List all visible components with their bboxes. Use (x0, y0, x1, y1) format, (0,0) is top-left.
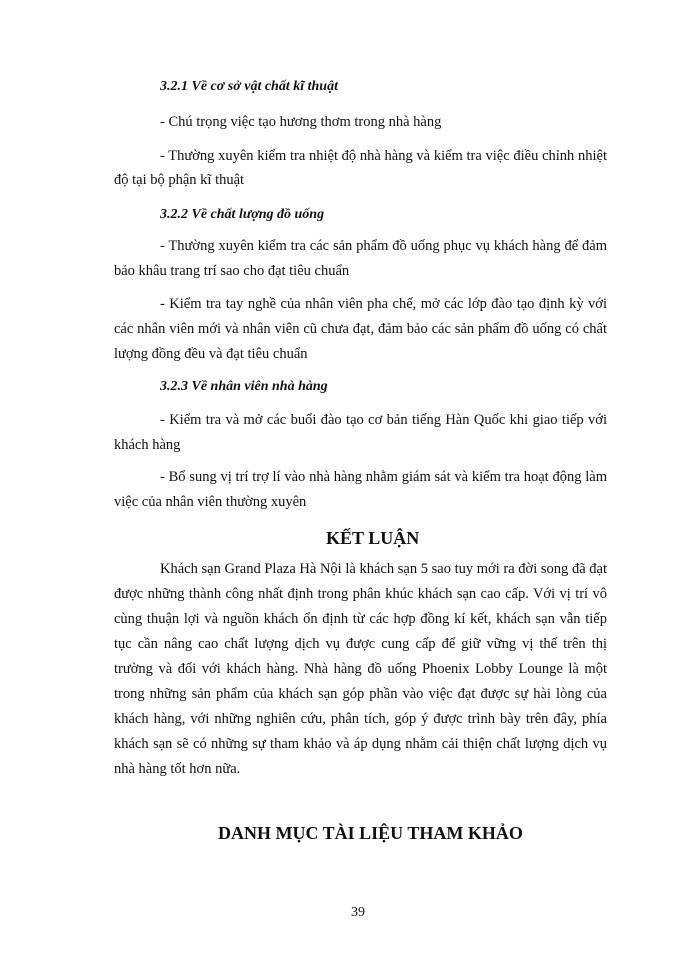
paragraph-line: - Thường xuyên kiểm tra các sản phẩm đồ uống phục vụ khách hàng để đảm (160, 238, 607, 254)
paragraph-line: độ tại bộ phận kĩ thuật (114, 172, 245, 188)
paragraph-line: khách hàng (114, 437, 181, 453)
conclusion-line: Khách sạn Grand Plaza Hà Nội là khách sạn 5 sao tuy mới ra đời song đã đạt (160, 561, 607, 577)
conclusion-line: khách hàng, với những nghiên cứu, phân tích, góp ý được trình bày trên đây, phía (114, 711, 607, 727)
conclusion-line: được những thành công nhất định trong phân khúc khách sạn cao cấp. Với vị trí vô (114, 586, 607, 602)
conclusion-line: cùng thuận lợi và nguồn khách ổn định từ các hợp đồng kí kết, khách sạn vẫn tiếp (114, 611, 607, 627)
paragraph-line: việc của nhân viên thường xuyên (114, 494, 307, 510)
paragraph-line: - Kiểm tra tay nghề của nhân viên pha chế, mở các lớp đào tạo định kỳ với (160, 296, 607, 312)
paragraph-line: - Chú trọng việc tạo hương thơm trong nhà hàng (160, 114, 442, 130)
paragraph-line: - Thường xuyên kiểm tra nhiệt độ nhà hàng và kiểm tra việc điều chỉnh nhiệt (160, 148, 607, 164)
section-heading-3-2-2: 3.2.2 Về chất lượng đồ uống (160, 207, 325, 222)
paragraph-line: - Kiểm tra và mở các buổi đào tạo cơ bản tiếng Hàn Quốc khi giao tiếp với (160, 412, 607, 428)
references-title: DANH MỤC TÀI LIỆU THAM KHẢO (218, 823, 523, 843)
conclusion-line: tục cần nâng cao chất lượng dịch vụ được cung cấp để giữ vững vị thế trên thị (114, 636, 607, 652)
section-heading-3-2-1: 3.2.1 Về cơ sở vật chất kĩ thuật (160, 79, 338, 94)
conclusion-title: KẾT LUẬN (326, 528, 420, 548)
paragraph-line: các nhân viên mới và nhân viên cũ chưa đạt, đảm bảo các sản phẩm đồ uống có chất (114, 321, 607, 337)
conclusion-line: nhà hàng tốt hơn nữa. (114, 761, 241, 777)
paragraph-line: lượng đồng đều và đạt tiêu chuẩn (114, 346, 308, 362)
page-number: 39 (351, 905, 365, 920)
section-heading-3-2-3: 3.2.3 Về nhân viên nhà hàng (160, 379, 328, 394)
conclusion-line: khách sạn sẽ có những sự tham khảo và áp dụng nhằm cải thiện chất lượng dịch vụ (114, 736, 607, 752)
paragraph-line: - Bổ sung vị trí trợ lí vào nhà hàng nhằm giám sát và kiểm tra hoạt động làm (160, 469, 607, 485)
paragraph-line: bảo khâu trang trí sao cho đạt tiêu chuẩn (114, 263, 350, 279)
conclusion-line: trường và đối với khách hàng. Nhà hàng đồ uống Phoenix Lobby Lounge là một (114, 661, 607, 677)
conclusion-line: trong những sản phẩm của khách sạn góp phần vào việc đạt được sự hài lòng của (114, 686, 607, 702)
